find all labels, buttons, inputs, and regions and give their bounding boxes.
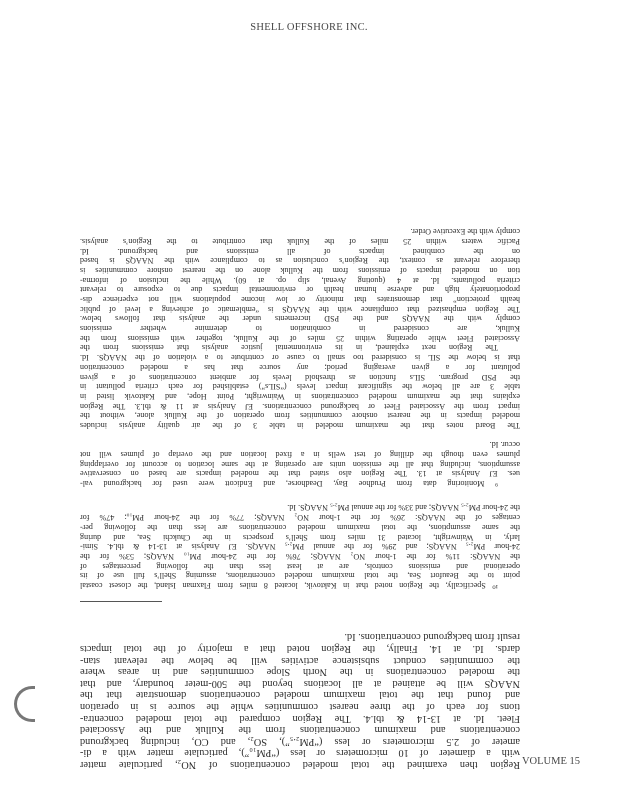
text-line: proportionately high and adverse human health or environmental impacts due to exposure to relevant [80,285,520,295]
text-line: larly, in Wainwright, located 31 miles from Shell’s prospects in the Chukchi Sea, and during [80,532,520,542]
text-line: the communities conduct subsistence activities will be below the relevant stan- [80,654,520,666]
text-line: The Region next explained, in its environmental justice analysis that emissions from the [80,343,498,353]
text-line: concentrations and maximum concentrations from the Kulluk and the Associated [80,724,520,736]
text-line: explains that the maximum modeled concentrations in Wainwright, Point Hope, and Kaktovik listed in [80,391,520,401]
text-line: criteria pollutants. Id. at 4 (quoting Avenal, slip op. at 60). While the inclusion of informa- [80,275,520,285]
text-line: and found that the total maximum modeled concentrations demonstrate that the [80,689,520,701]
text-line: that is below the SIL is considered too small to cause or contribute to a violation of the NAAQS. Id. [80,353,520,363]
text-line: the PSD program. SILs function as threshold levels for ambient concentrations of a given [80,372,520,382]
text-line: occur. Id. [489,440,520,450]
text-line: NAAQS will be attained at all locations beyond the 500-meter boundary, and that [80,677,520,689]
text-line: ameter of 2.5 micrometers or less (“PM₂.₅”), SO₂, and CO, including background [80,735,520,747]
text-line: comply with the NAAQS and the PSD increments under the analysis that follows below. [80,314,520,324]
text-line: with a diameter of 10 micrometers or less (“PM₁₀”), particulate matter with a di- [80,747,520,759]
footnote-9 [80,440,520,488]
text-line: the same assumptions, the total maximum modeled concentrations are less than the following per- [80,522,520,532]
text-line: therefore relevant as context, the Region’s conclusion as to compliance with the NAAQS is based [80,256,520,266]
text-line: Pacific waters within 25 miles of the Kulluk that contribute to the Region’s analysis. [80,236,520,246]
text-line: modeled impacts in the nearest onshore communities from operation of the Kulluk alone, without the [80,411,520,421]
main-paragraph-2 [80,227,520,430]
text-line: point to the Beaufort Sea, the total maximum modeled concentrations, assuming Shell’s full use of its [80,571,520,581]
footnote-10 [80,503,520,590]
text-line: the 24-hour PM₂.₅ NAAQS; and 33% for the annual PM₂.₅ NAAQS. Id. [287,503,520,513]
text-line: Fleet. Id. at 13-14 & tbl.4. The Region compared the total modeled concentra- [80,712,520,724]
text-line: the modeled concentrations in the North Slope communities and in areas where [80,666,520,678]
text-line: Kulluk, are considered in combination to determine whether emissions [80,324,520,334]
text-line: impact from the Associated Fleet or background concentrations. EJ Analysis at 11 & tbl.3. The Region [80,401,520,411]
text-line: assumptions, including that all the emission units are operating at the same location to account for overlapping [80,459,520,469]
text-line: table 3 are all below the significant impact levels (“SILs”) established for each criteria pollutant in [80,382,520,392]
text-line: Associated Fleet while operating within 25 miles of the Kulluk, together with emissions from the [80,333,520,343]
text-line: ⁹ Monitoring data from Prudhoe Bay, Deadhorse, and Endicott were used for background val- [80,479,498,488]
text-line: tion on modeled impacts of emissions from the Kulluk alone on the nearest onshore communities is [80,266,520,275]
text-line: health protection” that demonstrates that minority or low income populations will not experience dis- [80,295,520,305]
text-line: ¹⁰ Specifically, the Region noted that in Kaktovik, located 8 miles from Flaxman Island, the closest coastal [80,581,498,590]
scan-binding-mark [14,686,35,722]
text-line: result from background concentrations. Id. [344,631,520,643]
text-line: dards. Id. at 14. Finally, the Region noted that a majority of the total impacts [80,643,520,655]
main-paragraph-1 [80,631,520,770]
text-line: tions for each of the three nearest communities while the source is in operation [80,701,520,713]
text-line: The Region emphasized that compliance with the NAAQS is “emblematic of achieving a level of public [80,304,520,314]
text-line: comply with the Executive Order. [410,227,520,237]
volume-footer: VOLUME 15 [521,756,580,767]
running-header: SHELL OFFSHORE INC. [250,22,368,33]
footnote-divider [80,601,162,602]
text-line: plumes even though the drilling of test wells in a fixed location and the overlap of plumes will not [80,449,520,459]
rotated-body-text [80,70,520,770]
text-line: the NAAQS: 11% for the 1-hour NO₂ NAAQS; 76% for the 24-hour PM₁₀ NAAQS; 53% for the [80,551,520,561]
text-line: ues. EJ Analysis at 13. The Region also stated that the modeled impacts are based on conservative [80,469,520,479]
text-line: Region then examined the total modeled concentrations of NO₂, particulate matter [80,759,520,770]
text-line: operational and emissions controls, are at least less than the following percentages of [80,561,520,571]
text-line: on the combined impacts of all emissions and background. Id. [80,246,520,256]
text-line: The Board notes that the maximum modeled in table 3 of the air quality analysis includes [80,421,520,430]
text-line: pollutant for a given averaging period; any source that has a modeled concentration [80,362,520,372]
text-line: 24-hour PM₂.₅ NAAQS; and 29% for the annual PM₂.₅ NAAQS. EJ Analysis at 13-14 & tbl.4. Simi- [80,542,520,552]
text-line: centages of the NAAQS: 26% for the 1-hour NO₂ NAAQS; 77% for the 24-hour PM₁₀; 47% for [80,513,520,523]
